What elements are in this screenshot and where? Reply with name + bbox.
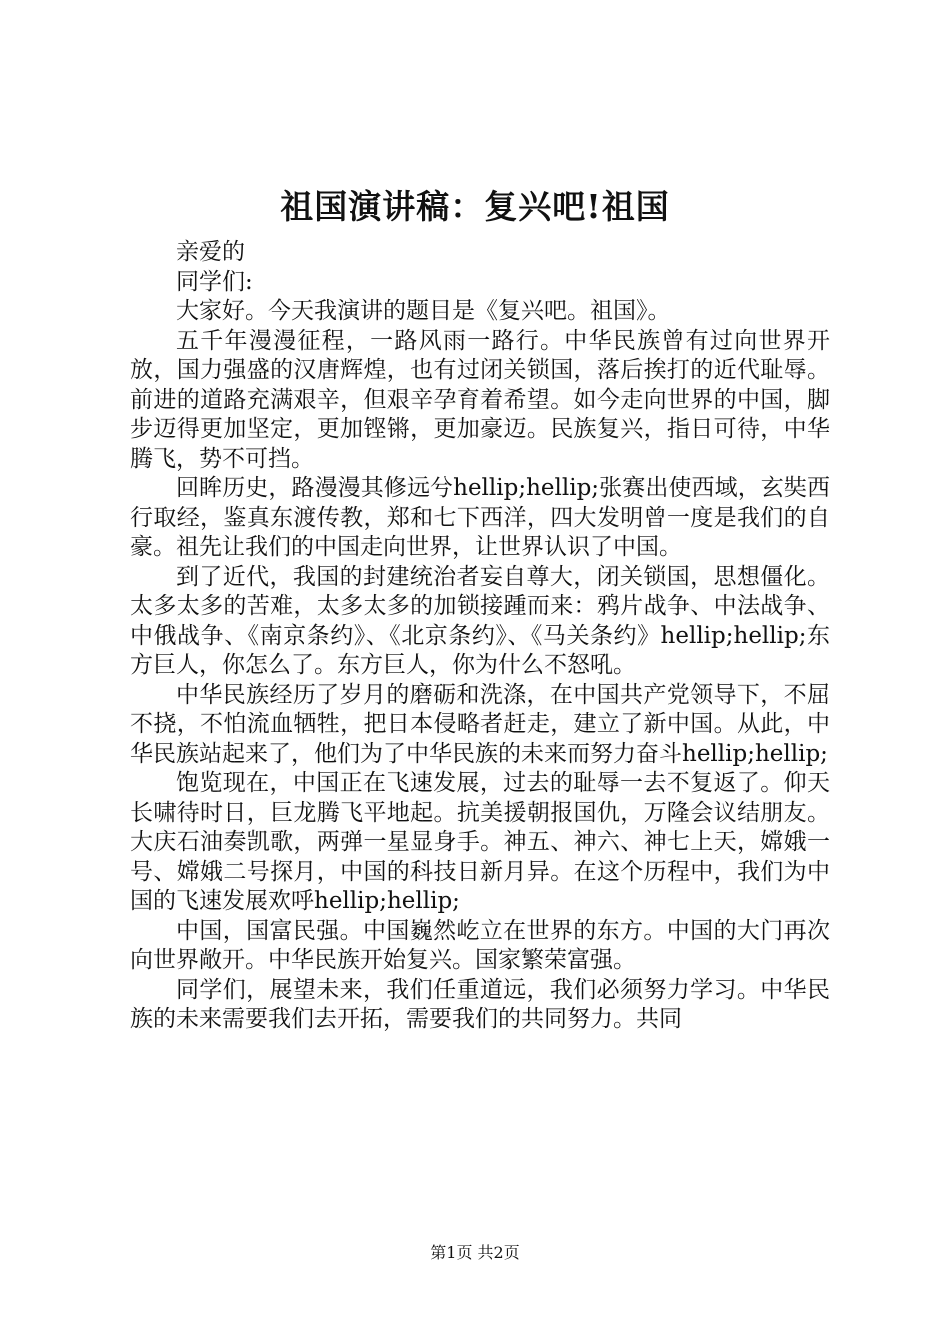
- document-body: [130, 238, 830, 1035]
- paragraph: 饱览现在，中国正在飞速发展，过去的耻辱一去不复返了。仰天长啸待时日，巨龙腾飞平地起。抗美援朝报国仇，万隆会议结朋友。大庆石油奏凯歌，两弹一星显身手。神五、神六、神七上天，嫦娥一号、嫦娥二号探月，中国的科技日新月异。在这个历程中，我们为中国的飞速发展欢呼hellip;hellip;: [130, 770, 830, 914]
- paragraph: 回眸历史，路漫漫其修远兮hellip;hellip;张赛出使西域，玄奘西行取经，鉴真东渡传教，郑和七下西洋，四大发明曾一度是我们的自豪。祖先让我们的中国走向世界，让世界认识了中国。: [130, 475, 830, 560]
- paragraph: 同学们，展望未来，我们任重道远，我们必须努力学习。中华民族的未来需要我们去开拓，需要我们的共同努力。共同: [130, 976, 830, 1032]
- paragraph: 中国，国富民强。中国巍然屹立在世界的东方。中国的大门再次向世界敞开。中华民族开始复兴。国家繁荣富强。: [130, 917, 830, 973]
- paragraph: 中华民族经历了岁月的磨砺和洗涤，在中国共产党领导下，不屈不挠，不怕流血牺牲，把日本侵略者赶走，建立了新中国。从此，中华民族站起来了，他们为了中华民族的未来而努力奋斗hellip;hellip;: [130, 681, 830, 767]
- page-number-footer: 第1页 共2页: [430, 1243, 520, 1262]
- paragraph-greeting: 大家好。今天我演讲的题目是《复兴吧。祖国》。: [176, 298, 671, 324]
- paragraph: 五千年漫漫征程，一路风雨一路行。中华民族曾有过向世界开放，国力强盛的汉唐辉煌，也有过闭关锁国，落后挨打的近代耻辱。前进的道路充满艰辛，但艰辛孕育着希望。如今走向世界的中国，脚步迈得更加坚定，更加铿锵，更加豪迈。民族复兴，指日可待，中华腾飞，势不可挡。: [130, 327, 830, 472]
- paragraph-salutation-2: 同学们:: [176, 268, 253, 295]
- document-title: 祖国演讲稿：复兴吧!祖国: [280, 187, 670, 226]
- paragraph: 到了近代，我国的封建统治者妄自尊大，闭关锁国，思想僵化。太多太多的苦难，太多太多的加锁接踵而来：鸦片战争、中法战争、中俄战争、《南京条约》、《北京条约》、《马关条约》hellip;hellip;东方巨人，你怎么了。东方巨人，你为什么不怒吼。: [130, 563, 830, 678]
- paragraph-salutation-1: 亲爱的: [176, 239, 245, 265]
